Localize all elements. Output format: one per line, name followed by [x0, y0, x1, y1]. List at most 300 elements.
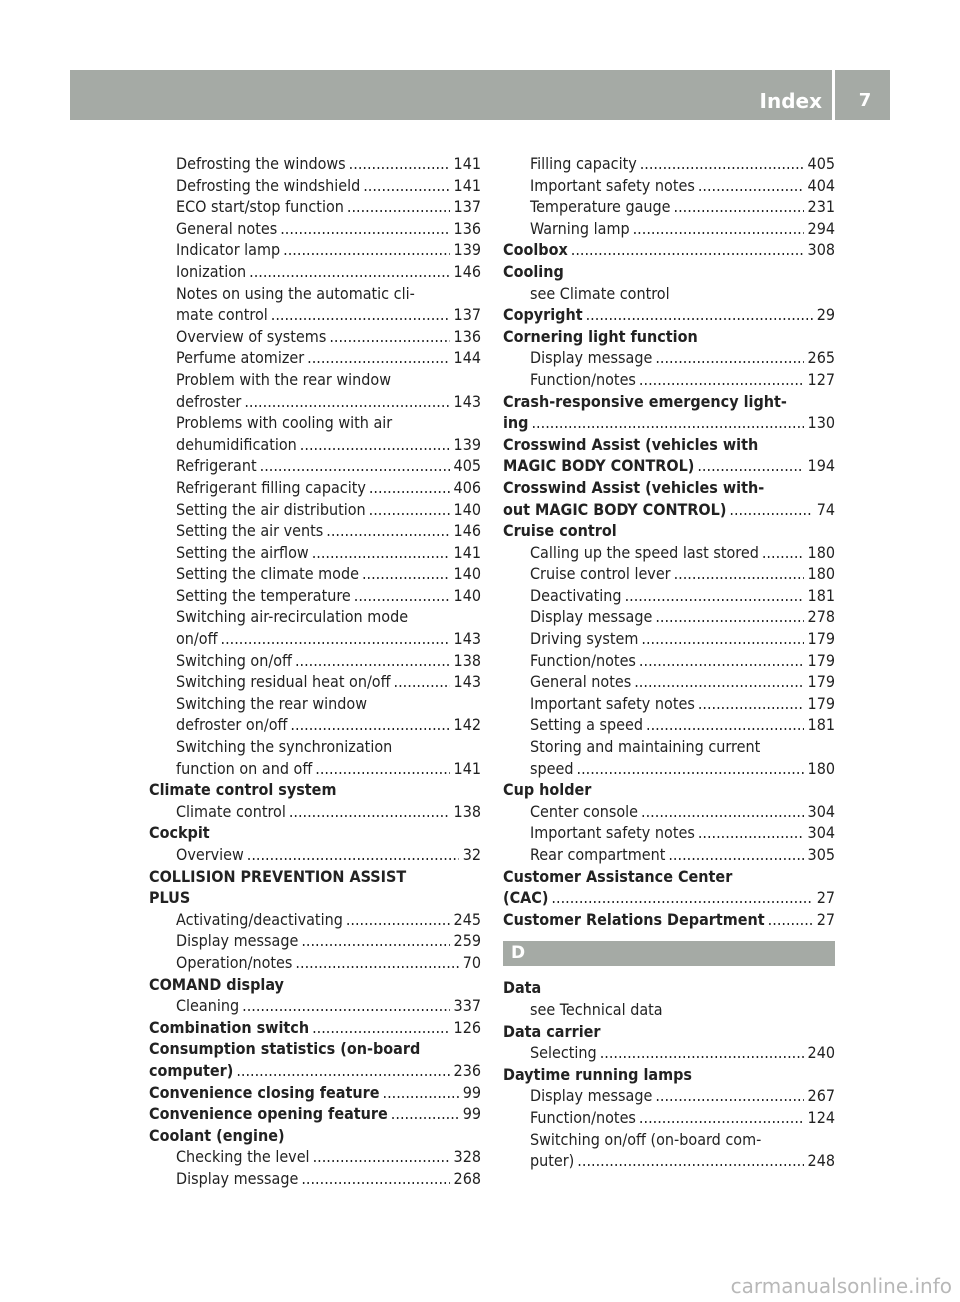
index-entry[interactable]: [503, 542, 835, 564]
index-entry: [503, 977, 835, 999]
entry-text: Switching residual heat on/off: [176, 672, 391, 692]
index-entry[interactable]: [503, 218, 835, 240]
index-entry[interactable]: [149, 1168, 481, 1190]
index-entry[interactable]: [149, 585, 481, 607]
entry-text: function on and off: [176, 758, 313, 778]
index-entry[interactable]: [503, 304, 835, 326]
index-entry[interactable]: [149, 326, 481, 348]
entry-text: Display message: [176, 1168, 299, 1188]
entry-text: defroster: [176, 391, 242, 411]
index-entry[interactable]: [503, 1107, 835, 1129]
dot-leader: [600, 1042, 804, 1064]
index-entry: [503, 999, 835, 1021]
dot-leader: [260, 455, 450, 477]
index-entry[interactable]: [503, 758, 835, 780]
dot-leader: [577, 1150, 803, 1172]
entry-text: Convenience opening feature: [149, 1104, 388, 1124]
entry-text: Important safety notes: [530, 693, 695, 713]
entry-text: Activating/deactivating: [176, 909, 343, 929]
index-entry[interactable]: [503, 369, 835, 391]
index-entry: [149, 822, 481, 844]
dot-leader: [762, 542, 804, 564]
dot-leader: [280, 218, 449, 240]
entry-page-number: 236: [453, 1060, 481, 1080]
entry-page-number: 143: [453, 672, 481, 692]
dot-leader: [729, 499, 812, 521]
index-entry: [503, 1064, 835, 1086]
entry-text: puter): [530, 1151, 575, 1171]
index-entry[interactable]: [149, 1082, 481, 1104]
entry-page-number: 146: [453, 261, 481, 281]
dot-leader: [768, 909, 813, 931]
index-entry[interactable]: [503, 844, 835, 866]
entry-text: Setting the air distribution: [176, 499, 366, 519]
entry-page-number: 180: [807, 758, 835, 778]
index-entry: [149, 887, 481, 909]
dot-leader: [354, 585, 450, 607]
dot-leader: [531, 412, 803, 434]
entry-page-number: 137: [453, 197, 481, 217]
index-entry[interactable]: [503, 606, 835, 628]
index-entry[interactable]: [149, 1146, 481, 1168]
index-entry[interactable]: [503, 822, 835, 844]
index-entry[interactable]: [149, 542, 481, 564]
dot-leader: [641, 801, 804, 823]
dot-leader: [655, 1085, 803, 1107]
dot-leader: [347, 196, 450, 218]
entry-page-number: 127: [807, 369, 835, 389]
entry-page-number: 328: [453, 1147, 481, 1167]
entry-text: Overview: [176, 845, 244, 864]
index-entry: [149, 606, 481, 628]
entry-page-number: 140: [453, 564, 481, 584]
entry-text: Storing and maintaining current: [530, 737, 761, 757]
entry-text: Display message: [176, 931, 299, 951]
index-entry[interactable]: [149, 628, 481, 650]
dot-leader: [312, 1017, 449, 1039]
dot-leader: [244, 391, 449, 413]
dot-leader: [290, 714, 449, 736]
index-entry[interactable]: [503, 455, 835, 477]
entry-text: Daytime running lamps: [503, 1064, 692, 1084]
entry-text: see Technical data: [530, 999, 663, 1019]
entry-page-number: 245: [453, 909, 481, 929]
entry-page-number: 141: [453, 175, 481, 195]
dot-leader: [641, 628, 803, 650]
entry-page-number: 70: [462, 952, 481, 972]
entry-text: Crash-responsive emergency light-: [503, 391, 787, 411]
entry-text: Cruise control: [503, 521, 617, 541]
entry-text: Overview of systems: [176, 326, 327, 346]
dot-leader: [391, 1103, 459, 1125]
entry-text: Copyright: [503, 305, 583, 325]
index-entry[interactable]: [149, 347, 481, 369]
entry-page-number: 181: [807, 715, 835, 735]
entry-page-number: 405: [807, 154, 835, 173]
dot-leader: [315, 758, 449, 780]
entry-text: Function/notes: [530, 1107, 636, 1127]
entry-text: Calling up the speed last stored: [530, 542, 759, 562]
entry-text: Filling capacity: [530, 154, 637, 173]
entry-text: see Climate control: [530, 283, 670, 303]
entry-page-number: 99: [462, 1104, 481, 1124]
index-entry[interactable]: [503, 585, 835, 607]
dot-leader: [295, 650, 450, 672]
entry-text: Setting the airflow: [176, 542, 309, 562]
index-entry[interactable]: [149, 239, 481, 261]
entry-page-number: 267: [807, 1086, 835, 1106]
dot-leader: [551, 887, 812, 909]
entry-text: Rear compartment: [530, 845, 666, 864]
entry-page-number: 130: [807, 413, 835, 433]
section-letter: D: [503, 941, 835, 966]
section-title: Index: [759, 89, 822, 113]
entry-page-number: 141: [453, 542, 481, 562]
dot-leader: [349, 153, 450, 175]
entry-text: Problems with cooling with air: [176, 413, 393, 433]
entry-text: Setting a speed: [530, 715, 644, 735]
dot-leader: [698, 175, 804, 197]
dot-leader: [639, 1107, 804, 1129]
index-entry[interactable]: [149, 499, 481, 521]
index-entry[interactable]: [149, 520, 481, 542]
entry-text: Customer Relations Department: [503, 909, 765, 929]
index-entry: [503, 477, 835, 499]
index-entry[interactable]: [503, 153, 835, 175]
index-entry[interactable]: [149, 455, 481, 477]
entry-text: ECO start/stop function: [176, 197, 344, 217]
dot-leader: [289, 801, 450, 823]
entry-text: Checking the level: [176, 1147, 310, 1167]
index-entry: [149, 369, 481, 391]
dot-leader: [362, 563, 450, 585]
index-entry[interactable]: [149, 304, 481, 326]
index-entry: [149, 779, 481, 801]
dot-leader: [236, 1060, 449, 1082]
entry-text: COMAND display: [149, 974, 284, 994]
dot-leader: [640, 153, 804, 175]
entry-text: Perfume atomizer: [176, 348, 305, 368]
entry-page-number: 126: [453, 1017, 481, 1037]
entry-text: Data: [503, 978, 542, 998]
dot-leader: [301, 930, 449, 952]
watermark: carmanualsonline.info: [730, 1274, 952, 1298]
entry-text: Cockpit: [149, 823, 210, 843]
entry-text: Coolant (engine): [149, 1125, 285, 1145]
dot-leader: [394, 671, 450, 693]
entry-text: Setting the air vents: [176, 521, 324, 541]
entry-text: Defrosting the windshield: [176, 175, 361, 195]
entry-text: Crosswind Assist (vehicles with-: [503, 477, 765, 497]
entry-page-number: 337: [453, 996, 481, 1016]
entry-page-number: 304: [807, 823, 835, 843]
entry-text: Climate control system: [149, 780, 337, 800]
dot-leader: [369, 499, 450, 521]
entry-text: Display message: [530, 1086, 653, 1106]
dot-leader: [369, 477, 450, 499]
index-entry: [149, 283, 481, 305]
entry-text: General notes: [530, 672, 632, 692]
entry-text: Defrosting the windows: [176, 154, 346, 173]
entry-page-number: 137: [453, 305, 481, 325]
entry-page-number: 142: [453, 715, 481, 735]
entry-text: Deactivating: [530, 585, 622, 605]
entry-text: Ionization: [176, 261, 247, 281]
entry-page-number: 141: [453, 154, 481, 173]
index-entry[interactable]: [503, 1042, 835, 1064]
index-entry[interactable]: [503, 1085, 835, 1107]
entry-text: Climate control: [176, 801, 286, 821]
entry-page-number: 124: [807, 1107, 835, 1127]
index-entry[interactable]: [503, 909, 835, 931]
index-entry[interactable]: [149, 1103, 481, 1125]
entry-page-number: 140: [453, 585, 481, 605]
entry-page-number: 179: [807, 672, 835, 692]
dot-leader: [586, 304, 813, 326]
index-entry[interactable]: [149, 714, 481, 736]
index-entry[interactable]: [503, 714, 835, 736]
dot-leader: [329, 326, 449, 348]
entry-text: speed: [530, 758, 574, 778]
entry-page-number: 146: [453, 521, 481, 541]
dot-leader: [326, 520, 449, 542]
entry-page-number: 231: [807, 197, 835, 217]
index-entry[interactable]: [149, 563, 481, 585]
index-column-right: [503, 153, 835, 1172]
entry-page-number: 138: [453, 801, 481, 821]
entry-text: Cleaning: [176, 996, 240, 1016]
entry-text: Cooling: [503, 261, 564, 281]
entry-page-number: 194: [807, 456, 835, 476]
entry-text: Indicator lamp: [176, 240, 281, 260]
dot-leader: [639, 369, 804, 391]
entry-text: Refrigerant filling capacity: [176, 477, 366, 497]
page-header: [70, 70, 890, 120]
entry-page-number: 179: [807, 693, 835, 713]
index-entry: [149, 412, 481, 434]
entry-text: Setting the temperature: [176, 585, 351, 605]
index-entry: [503, 1129, 835, 1151]
index-entry[interactable]: [503, 887, 835, 909]
entry-text: Display message: [530, 607, 653, 627]
entry-page-number: 143: [453, 629, 481, 649]
entry-text: on/off: [176, 629, 218, 649]
entry-text: Cornering light function: [503, 326, 698, 346]
index-entry[interactable]: [149, 434, 481, 456]
index-entry[interactable]: [149, 909, 481, 931]
index-entry: [149, 1125, 481, 1147]
index-entry[interactable]: [149, 175, 481, 197]
index-entry: [503, 326, 835, 348]
dot-leader: [571, 239, 804, 261]
entry-page-number: 179: [807, 629, 835, 649]
header-divider: [832, 70, 835, 120]
index-entry[interactable]: [503, 239, 835, 261]
dot-leader: [639, 650, 804, 672]
entry-text: Display message: [530, 348, 653, 368]
dot-leader: [307, 347, 449, 369]
index-entry[interactable]: [149, 758, 481, 780]
entry-page-number: 179: [807, 650, 835, 670]
entry-page-number: 181: [807, 585, 835, 605]
entry-text: Convenience closing feature: [149, 1082, 380, 1102]
entry-page-number: 138: [453, 650, 481, 670]
entry-text: COLLISION PREVENTION ASSIST: [149, 866, 407, 886]
entry-text: PLUS: [149, 888, 191, 908]
dot-leader: [312, 542, 450, 564]
dot-leader: [247, 844, 459, 866]
dot-leader: [698, 693, 804, 715]
entry-text: Warning lamp: [530, 218, 630, 238]
dot-leader: [363, 175, 449, 197]
entry-text: Consumption statistics (on-board: [149, 1039, 421, 1059]
dot-leader: [242, 995, 449, 1017]
dot-leader: [221, 628, 450, 650]
entry-text: Coolbox: [503, 240, 568, 260]
index-entry[interactable]: [503, 563, 835, 585]
index-entry: [503, 520, 835, 542]
index-entry[interactable]: [503, 196, 835, 218]
entry-page-number: 294: [807, 218, 835, 238]
entry-text: Customer Assistance Center: [503, 866, 733, 886]
index-entry[interactable]: [503, 671, 835, 693]
entry-page-number: 140: [453, 499, 481, 519]
index-entry: [503, 434, 835, 456]
dot-leader: [674, 196, 804, 218]
entry-page-number: 29: [816, 305, 835, 325]
entry-text: Switching the rear window: [176, 693, 367, 713]
entry-text: Switching on/off (on-board com-: [530, 1129, 762, 1149]
index-column-left: [149, 153, 481, 1190]
entry-text: Crosswind Assist (vehicles with: [503, 434, 759, 454]
dot-leader: [633, 218, 804, 240]
index-entry[interactable]: [503, 628, 835, 650]
index-entry[interactable]: [503, 412, 835, 434]
index-entry: [503, 261, 835, 283]
dot-leader: [655, 606, 803, 628]
dot-leader: [625, 585, 804, 607]
entry-page-number: 305: [807, 845, 835, 864]
index-entry[interactable]: [149, 1060, 481, 1082]
entry-text: Operation/notes: [176, 952, 293, 972]
entry-text: Driving system: [530, 629, 639, 649]
dot-leader: [300, 434, 450, 456]
index-entry[interactable]: [149, 930, 481, 952]
entry-text: Important safety notes: [530, 175, 695, 195]
index-entry[interactable]: [503, 693, 835, 715]
dot-leader: [301, 1168, 449, 1190]
dot-leader: [283, 239, 449, 261]
index-entry: [503, 866, 835, 888]
index-entry: [149, 974, 481, 996]
index-entry[interactable]: [149, 952, 481, 974]
entry-text: defroster on/off: [176, 715, 288, 735]
dot-leader: [346, 909, 450, 931]
index-entry[interactable]: [503, 801, 835, 823]
entry-text: Cup holder: [503, 780, 592, 800]
index-entry: [149, 1038, 481, 1060]
index-entry[interactable]: [149, 671, 481, 693]
page-number: 7: [858, 90, 872, 111]
index-entry[interactable]: [149, 995, 481, 1017]
dot-leader: [697, 455, 803, 477]
dot-leader: [383, 1082, 459, 1104]
dot-leader: [577, 758, 804, 780]
index-entry: [149, 866, 481, 888]
entry-text: Refrigerant: [176, 456, 257, 476]
entry-text: out MAGIC BODY CONTROL): [503, 499, 727, 519]
entry-page-number: 404: [807, 175, 835, 195]
index-entry[interactable]: [149, 196, 481, 218]
entry-text: Switching air-recirculation mode: [176, 607, 409, 627]
index-entry: [503, 736, 835, 758]
entry-page-number: 139: [453, 434, 481, 454]
entry-page-number: 265: [807, 348, 835, 368]
index-entry[interactable]: [149, 261, 481, 283]
index-entry[interactable]: [503, 650, 835, 672]
index-entry[interactable]: [503, 347, 835, 369]
dot-leader: [655, 347, 803, 369]
index-entry[interactable]: [503, 499, 835, 521]
entry-text: Function/notes: [530, 650, 636, 670]
entry-text: (CAC): [503, 888, 549, 908]
index-entry[interactable]: [149, 218, 481, 240]
entry-text: MAGIC BODY CONTROL): [503, 456, 695, 476]
entry-page-number: 406: [453, 477, 481, 497]
entry-text: Combination switch: [149, 1017, 310, 1037]
dot-leader: [295, 952, 458, 974]
entry-text: Switching the synchronization: [176, 737, 393, 757]
entry-text: Data carrier: [503, 1021, 601, 1041]
entry-page-number: 139: [453, 240, 481, 260]
entry-text: ing: [503, 413, 529, 433]
entry-text: Cruise control lever: [530, 564, 671, 584]
entry-page-number: 259: [453, 931, 481, 951]
index-entry[interactable]: [149, 153, 481, 175]
entry-page-number: 304: [807, 801, 835, 821]
entry-text: computer): [149, 1060, 234, 1080]
index-entry[interactable]: [149, 801, 481, 823]
index-entry: [503, 283, 835, 305]
index-entry: [503, 1021, 835, 1043]
index-entry[interactable]: [149, 1017, 481, 1039]
index-entry[interactable]: [149, 844, 481, 866]
index-entry: [503, 391, 835, 413]
entry-page-number: 268: [453, 1168, 481, 1188]
dot-leader: [634, 671, 803, 693]
index-entry[interactable]: [503, 175, 835, 197]
index-entry[interactable]: [149, 477, 481, 499]
entry-page-number: 144: [453, 348, 481, 368]
entry-text: Function/notes: [530, 369, 636, 389]
index-entry: [149, 736, 481, 758]
index-entry[interactable]: [503, 1150, 835, 1172]
entry-text: General notes: [176, 218, 278, 238]
entry-page-number: 248: [807, 1151, 835, 1171]
dot-leader: [674, 563, 804, 585]
entry-page-number: 27: [816, 909, 835, 929]
entry-page-number: 136: [453, 326, 481, 346]
index-entry[interactable]: [149, 391, 481, 413]
dot-leader: [698, 822, 804, 844]
dot-leader: [313, 1146, 450, 1168]
entry-text: mate control: [176, 305, 268, 325]
index-entry[interactable]: [149, 650, 481, 672]
entry-page-number: 180: [807, 564, 835, 584]
index-entry: [503, 779, 835, 801]
entry-page-number: 32: [462, 845, 481, 864]
entry-page-number: 27: [816, 888, 835, 908]
